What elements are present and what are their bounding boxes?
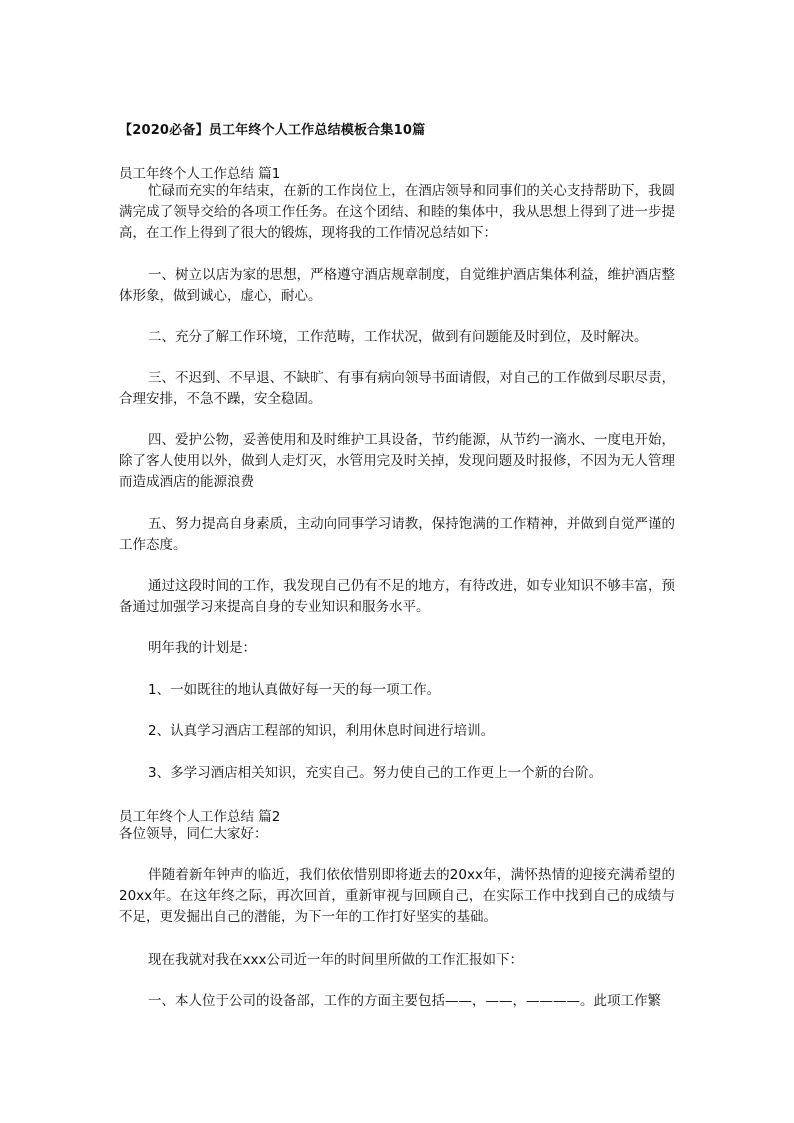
paragraph: 忙碌而充实的年结束，在新的工作岗位上，在酒店领导和同事们的关心支持帮助下，我圆满完成了领导交给的各项工作任务。在这个团结、和睦的集体中，我从思想上得到了进一步提高，在工作上得到了很大的锻炼，现将我的工作情况总结如下：: [119, 183, 675, 241]
paragraph: 五、努力提高自身素质，主动向同事学习请教，保持饱满的工作精神，并做到自觉严谨的工作态度。: [119, 516, 675, 553]
greeting: 各位领导，同仁大家好：: [119, 826, 268, 842]
paragraph: 伴随着新年钟声的临近，我们依依惜别即将逝去的20xx年，满怀热情的迎接充满希望的20xx年。在这年终之际，再次回首，重新审视与回顾自己，在实际工作中找到自己的成绩与不足，更发掘出自己的潜能，为下一年的工作打好坚实的基础。: [119, 867, 675, 925]
paragraph: 一、树立以店为家的思想，严格遵守酒店规章制度，自觉维护酒店集体利益，维护酒店整体形象，做到诚心，虚心，耐心。: [119, 267, 675, 304]
section-heading-2: 员工年终个人工作总结 篇2: [119, 809, 281, 825]
paragraph: 现在我就对我在xxx公司近一年的时间里所做的工作汇报如下：: [148, 952, 523, 968]
paragraph: 一、本人位于公司的设备部，工作的方面主要包括——，——，————。此项工作繁: [148, 993, 661, 1009]
list-item: 2、认真学习酒店工程部的知识，利用休息时间进行培训。: [148, 723, 495, 739]
section-heading-1: 员工年终个人工作总结 篇1: [119, 166, 281, 182]
paragraph: 通过这段时间的工作，我发现自己仍有不足的地方，有待改进，如专业知识不够丰富，预备通过加强学习来提高自身的专业知识和服务水平。: [119, 578, 675, 615]
paragraph: 明年我的计划是：: [148, 640, 256, 656]
list-item: 1、一如既往的地认真做好每一天的每一项工作。: [148, 682, 441, 698]
paragraph: 四、爱护公物，妥善使用和及时维护工具设备，节约能源，从节约一滴水、一度电开始，除了客人使用以外，做到人走灯灭，水管用完及时关掉，发现问题及时报修，不因为无人管理而造成酒店的能源浪费: [119, 432, 675, 490]
document-title: 【2020必备】员工年终个人工作总结模板合集10篇: [119, 123, 426, 138]
paragraph: 三、不迟到、不早退、不缺旷、有事有病向领导书面请假，对自己的工作做到尽职尽责，合理安排，不急不躁，安全稳固。: [119, 370, 675, 407]
list-item: 3、多学习酒店相关知识，充实自己。努力使自己的工作更上一个新的台阶。: [148, 765, 603, 781]
paragraph: 二、充分了解工作环境，工作范畴，工作状况，做到有问题能及时到位，及时解决。: [148, 329, 648, 345]
